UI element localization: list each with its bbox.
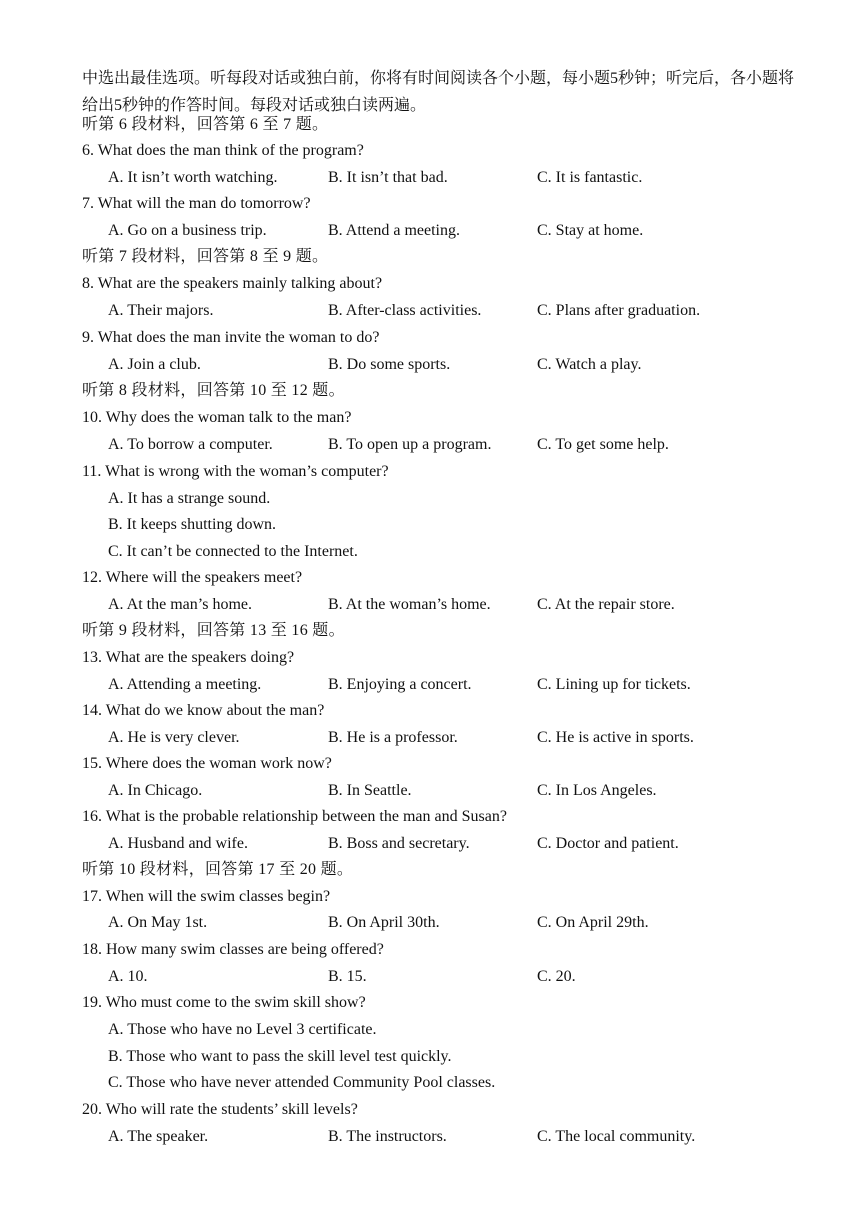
question-19: 19. Who must come to the swim skill show? bbox=[82, 994, 366, 1011]
q10-option-a: A. To borrow a computer. bbox=[108, 436, 273, 453]
instructions-paragraph: 中选出最佳选项。听每段对话或独白前，你将有时间阅读各个小题，每小题5秒钟；听完后，各小题将给出5秒钟的作答时间。每段对话或独白读两遍。 bbox=[82, 70, 795, 114]
q7-option-b: B. Attend a meeting. bbox=[328, 222, 460, 239]
question-13: 13. What are the speakers doing? bbox=[82, 649, 295, 666]
section-heading-6: 听第 6 段材料，回答第 6 至 7 题。 bbox=[82, 116, 329, 133]
q16-option-b: B. Boss and secretary. bbox=[328, 835, 470, 852]
q20-option-b: B. The instructors. bbox=[328, 1128, 447, 1145]
section-heading-7: 听第 7 段材料，回答第 8 至 9 题。 bbox=[82, 248, 329, 265]
q20-option-c: C. The local community. bbox=[537, 1128, 696, 1145]
question-18: 18. How many swim classes are being offered? bbox=[82, 941, 384, 958]
question-9: 9. What does the man invite the woman to do? bbox=[82, 329, 380, 346]
question-20: 20. Who will rate the students’ skill levels? bbox=[82, 1101, 358, 1118]
q19-option-a: A. Those who have no Level 3 certificate. bbox=[108, 1021, 377, 1038]
question-14: 14. What do we know about the man? bbox=[82, 702, 325, 719]
q15-option-c: C. In Los Angeles. bbox=[537, 782, 657, 799]
q11-option-b: B. It keeps shutting down. bbox=[108, 516, 276, 533]
q19-option-b: B. Those who want to pass the skill level test quickly. bbox=[108, 1048, 452, 1065]
q9-option-c: C. Watch a play. bbox=[537, 356, 642, 373]
q15-option-a: A. In Chicago. bbox=[108, 782, 203, 799]
q17-option-c: C. On April 29th. bbox=[537, 914, 649, 931]
q16-option-a: A. Husband and wife. bbox=[108, 835, 248, 852]
q11-option-a: A. It has a strange sound. bbox=[108, 490, 271, 507]
q19-option-c: C. Those who have never attended Community Pool classes. bbox=[108, 1074, 496, 1091]
q8-option-a: A. Their majors. bbox=[108, 302, 214, 319]
q18-option-c: C. 20. bbox=[537, 968, 576, 985]
q8-option-c: C. Plans after graduation. bbox=[537, 302, 701, 319]
q9-option-b: B. Do some sports. bbox=[328, 356, 451, 373]
q18-option-b: B. 15. bbox=[328, 968, 367, 985]
q11-option-c: C. It can’t be connected to the Internet. bbox=[108, 543, 358, 560]
q14-option-c: C. He is active in sports. bbox=[537, 729, 694, 746]
q6-option-b: B. It isn’t that bad. bbox=[328, 169, 448, 186]
q17-option-a: A. On May 1st. bbox=[108, 914, 208, 931]
q9-option-a: A. Join a club. bbox=[108, 356, 201, 373]
question-11: 11. What is wrong with the woman’s computer? bbox=[82, 463, 389, 480]
q18-option-a: A. 10. bbox=[108, 968, 148, 985]
question-17: 17. When will the swim classes begin? bbox=[82, 888, 331, 905]
question-10: 10. Why does the woman talk to the man? bbox=[82, 409, 352, 426]
question-15: 15. Where does the woman work now? bbox=[82, 755, 332, 772]
q7-option-c: C. Stay at home. bbox=[537, 222, 644, 239]
q7-option-a: A. Go on a business trip. bbox=[108, 222, 267, 239]
q12-option-b: B. At the woman’s home. bbox=[328, 596, 491, 613]
q10-option-c: C. To get some help. bbox=[537, 436, 669, 453]
question-7: 7. What will the man do tomorrow? bbox=[82, 195, 311, 212]
question-12: 12. Where will the speakers meet? bbox=[82, 569, 303, 586]
question-8: 8. What are the speakers mainly talking about? bbox=[82, 275, 383, 292]
q20-option-a: A. The speaker. bbox=[108, 1128, 209, 1145]
q13-option-a: A. Attending a meeting. bbox=[108, 676, 262, 693]
section-heading-10: 听第 10 段材料，回答第 17 至 20 题。 bbox=[82, 861, 354, 878]
q12-option-a: A. At the man’s home. bbox=[108, 596, 252, 613]
q10-option-b: B. To open up a program. bbox=[328, 436, 492, 453]
question-16: 16. What is the probable relationship between the man and Susan? bbox=[82, 808, 507, 825]
q8-option-b: B. After-class activities. bbox=[328, 302, 482, 319]
q16-option-c: C. Doctor and patient. bbox=[537, 835, 679, 852]
q13-option-c: C. Lining up for tickets. bbox=[537, 676, 691, 693]
q6-option-a: A. It isn’t worth watching. bbox=[108, 169, 278, 186]
q17-option-b: B. On April 30th. bbox=[328, 914, 440, 931]
q13-option-b: B. Enjoying a concert. bbox=[328, 676, 472, 693]
q14-option-a: A. He is very clever. bbox=[108, 729, 240, 746]
q14-option-b: B. He is a professor. bbox=[328, 729, 458, 746]
section-heading-8: 听第 8 段材料，回答第 10 至 12 题。 bbox=[82, 382, 345, 399]
section-heading-9: 听第 9 段材料，回答第 13 至 16 题。 bbox=[82, 622, 345, 639]
q12-option-c: C. At the repair store. bbox=[537, 596, 675, 613]
q6-option-c: C. It is fantastic. bbox=[537, 169, 643, 186]
question-6: 6. What does the man think of the program? bbox=[82, 142, 364, 159]
q15-option-b: B. In Seattle. bbox=[328, 782, 412, 799]
